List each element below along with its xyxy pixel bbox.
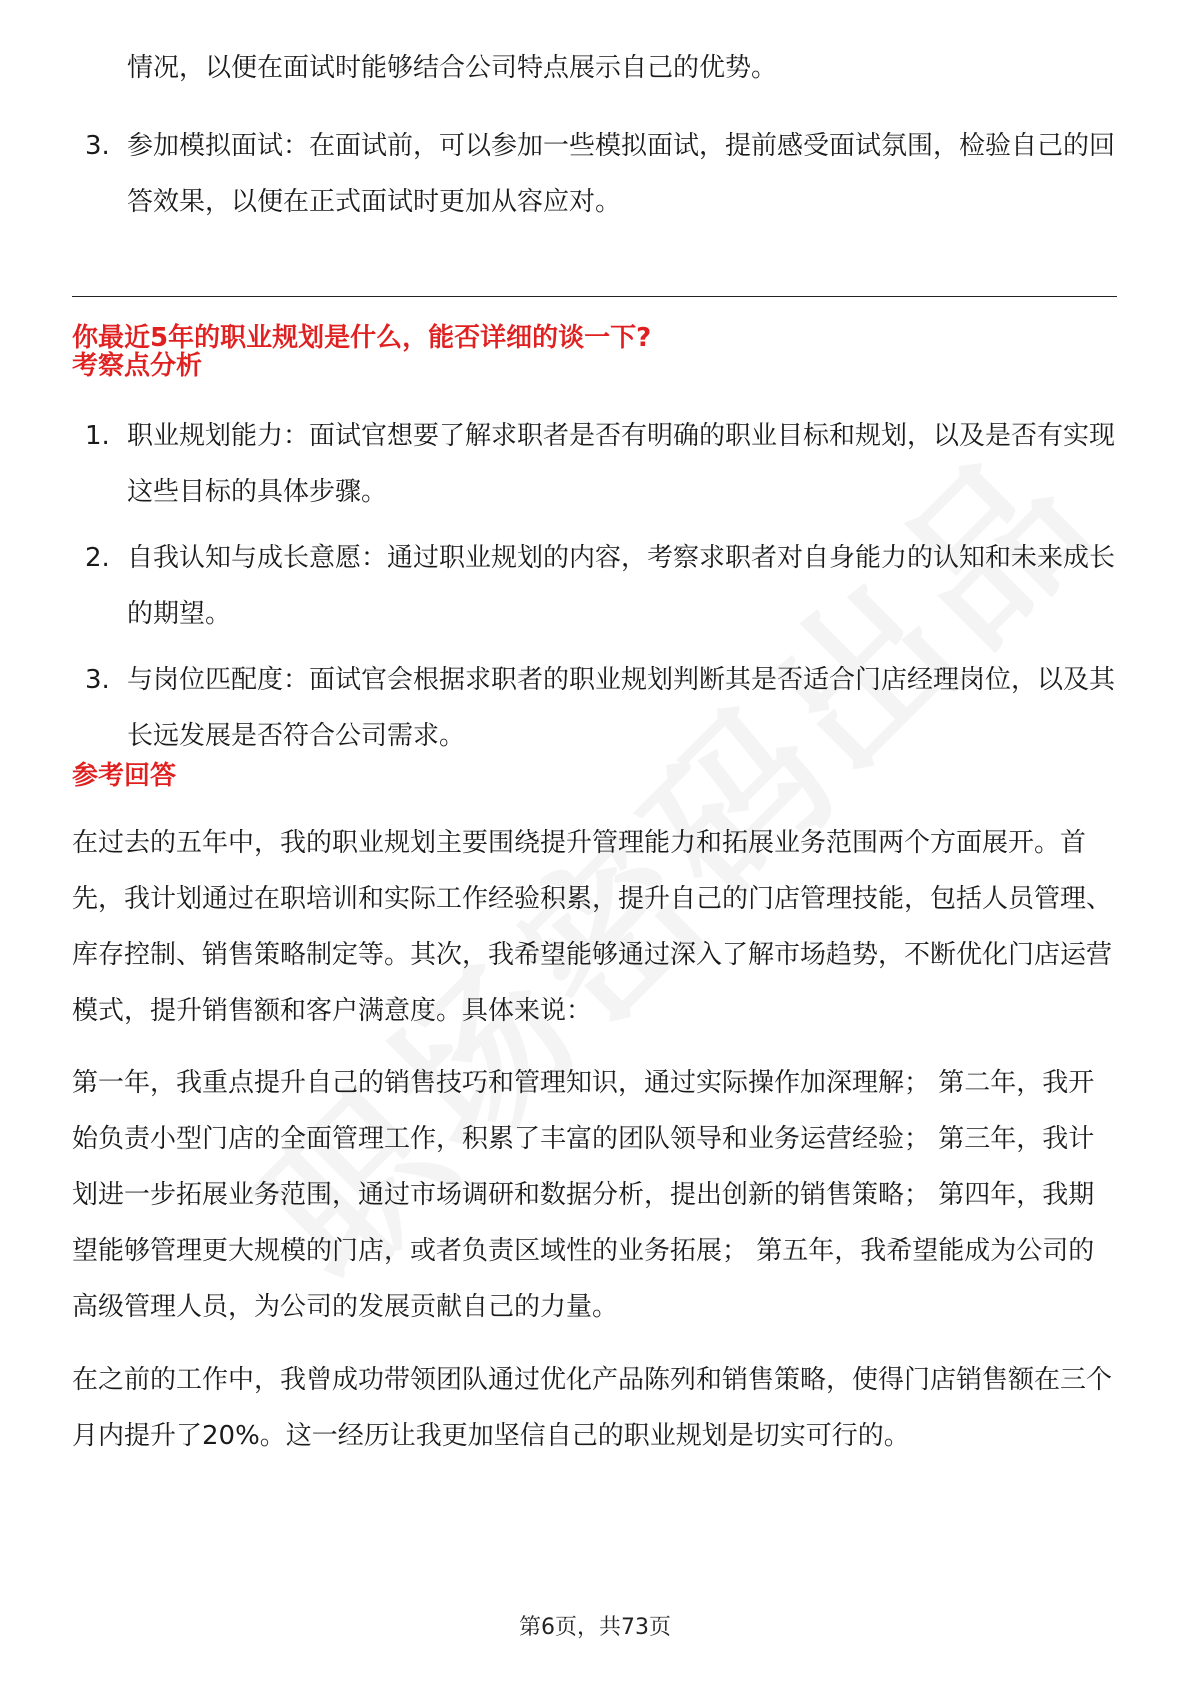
analysis-list: [72, 408, 1117, 774]
question-heading: 你最近5年的职业规划是什么，能否详细的谈一下?: [72, 323, 652, 353]
list-number: 2.: [85, 543, 110, 573]
list-number: 3.: [85, 131, 110, 161]
list-item: [72, 118, 1117, 230]
list-item: [72, 408, 1117, 520]
list-text: 参加模拟面试：在面试前，可以参加一些模拟面试，提前感受面试氛围，检验自己的回答效果，以便在正式面试时更加从容应对。: [127, 131, 1116, 217]
list-text: 与岗位匹配度：面试官会根据求职者的职业规划判断其是否适合门店经理岗位，以及其长远发展是否符合公司需求。: [127, 665, 1116, 751]
list-text: 职业规划能力：面试官想要了解求职者是否有明确的职业目标和规划，以及是否有实现这些目标的具体步骤。: [127, 421, 1116, 507]
answer-title: 参考回答: [72, 761, 177, 791]
answer-paragraph: 在之前的工作中，我曾成功带领团队通过优化产品陈列和销售策略，使得门店销售额在三个月内提升了20%。这一经历让我更加坚信自己的职业规划是切实可行的。: [72, 1365, 1113, 1451]
list-item: [72, 530, 1117, 642]
analysis-title: 考察点分析: [72, 351, 203, 381]
page-number-footer: 第6页，共73页: [519, 1615, 671, 1640]
section-divider: [72, 296, 1117, 297]
list-number: 1.: [85, 421, 110, 451]
list-text: 自我认知与成长意愿：通过职业规划的内容，考察求职者对自身能力的认知和未来成长的期望。: [127, 543, 1116, 629]
list-number: 3.: [85, 665, 110, 695]
previous-tips-list: [72, 118, 1117, 240]
continuation-text: 情况，以便在面试时能够结合公司特点展示自己的优势。: [127, 53, 778, 83]
list-item: [72, 652, 1117, 764]
answer-paragraph: 第一年，我重点提升自己的销售技巧和管理知识，通过实际操作加深理解； 第二年，我开始负责小型门店的全面管理工作，积累了丰富的团队领导和业务运营经验； 第三年，我计划进一步拓展业务范围，通过市场调研和数据分析，提出创新的销售策略； 第四年，我期望能够管理更大规模的门店，或者负责区域性的业务拓展； 第五年，我希望能成为公司的高级管理人员，为公司的发展贡献自己的力量。: [72, 1068, 1095, 1322]
answer-paragraph: 在过去的五年中，我的职业规划主要围绕提升管理能力和拓展业务范围两个方面展开。首先，我计划通过在职培训和实际工作经验积累，提升自己的门店管理技能，包括人员管理、库存控制、销售策略制定等。其次，我希望能够通过深入了解市场趋势，不断优化门店运营模式，提升销售额和客户满意度。具体来说：: [72, 828, 1113, 1026]
